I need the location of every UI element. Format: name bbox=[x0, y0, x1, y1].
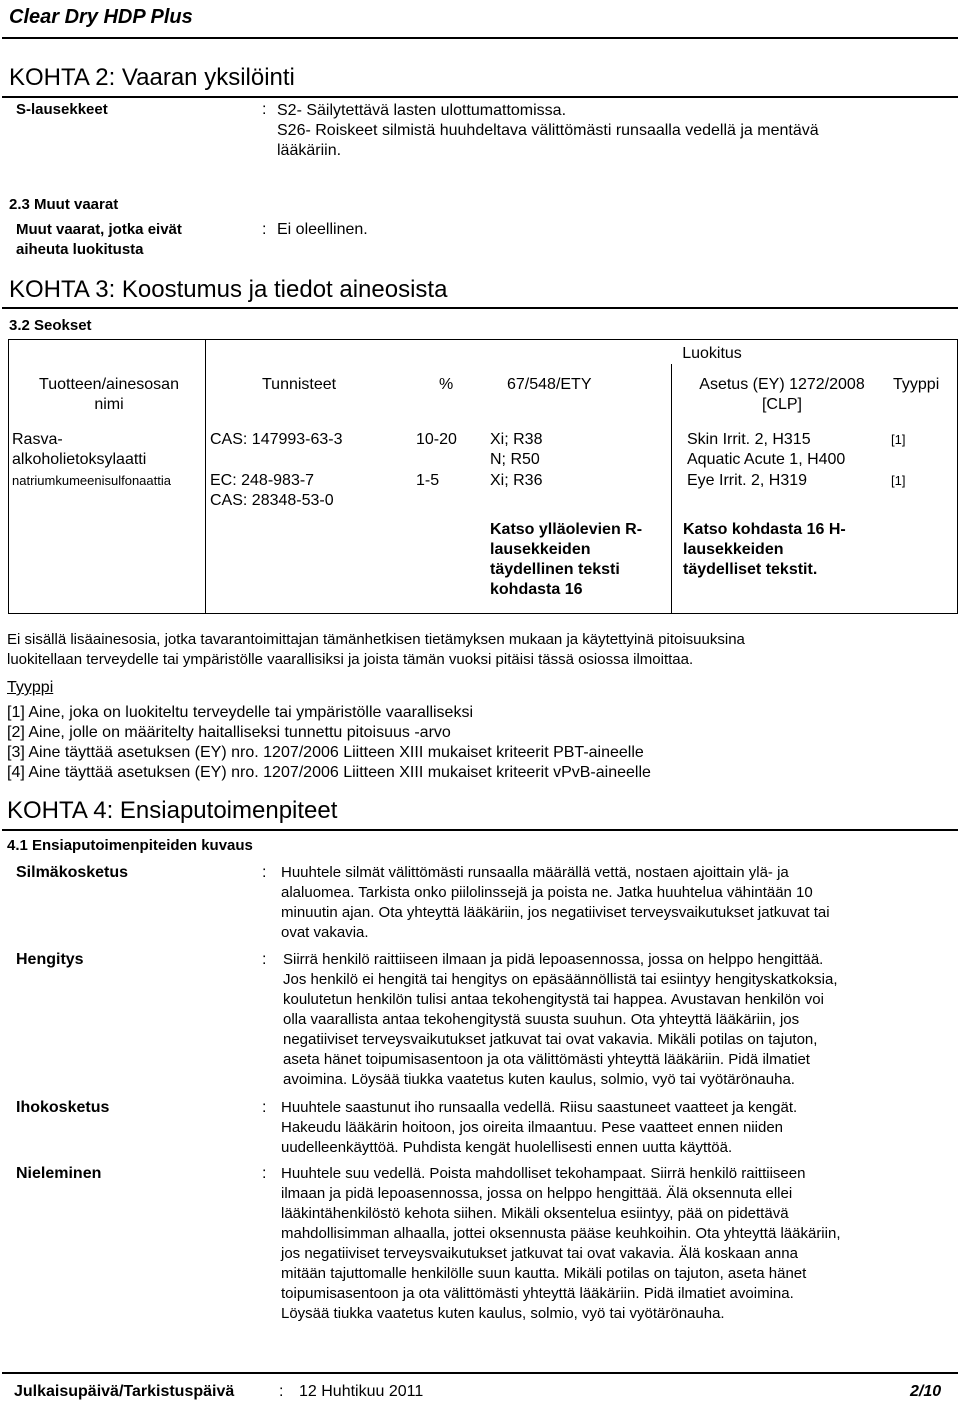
ingestion-colon: : bbox=[262, 1165, 267, 1182]
type-note: [3] Aine täyttää asetuksen (EY) nro. 1207/2006 Liitteen XIII mukaiset kriteerit PBT-aineelle bbox=[7, 744, 644, 761]
eye-contact-label: Silmäkosketus bbox=[16, 864, 129, 881]
col-header-name bbox=[14, 375, 204, 415]
row1-name-line: alkoholietoksylaatti bbox=[12, 451, 147, 468]
skin-contact-line: Huuhtele saastunut iho runsaalla vedellä. Riisu saastuneet vaatteet ja kengät. bbox=[281, 1099, 798, 1116]
ingestion-line: jos negatiiviset terveysvaikutukset jatkuvat tai ovat vakavia. Älä koskaan anna bbox=[281, 1245, 798, 1262]
col-header-regulation-line: [CLP] bbox=[761, 396, 802, 413]
s-phrase-line: lääkäriin. bbox=[277, 142, 342, 159]
type-heading: Tyyppi bbox=[7, 679, 54, 696]
col-header-identifiers: Tunnisteet bbox=[262, 376, 337, 393]
r-phrases-note bbox=[490, 520, 642, 600]
col-header-regulation-line: Asetus (EY) 1272/2008 bbox=[699, 376, 865, 393]
section-3-disclaimer bbox=[7, 630, 745, 670]
type-notes bbox=[7, 703, 651, 783]
col-header-name-line: Tuotteen/ainesosan bbox=[39, 376, 179, 393]
other-hazards-label-line: Muut vaarat, jotka eivät bbox=[16, 221, 182, 238]
row1-directive bbox=[490, 430, 542, 470]
row1-identifier: CAS: 147993-63-3 bbox=[210, 431, 343, 448]
inhalation-line: Siirrä henkilö raittiiseen ilmaan ja pidä lepoasennossa, jossa on helppo hengittää. bbox=[283, 951, 824, 968]
ingestion-line: Löysää tiukka vaatetus kuten kaulus, solmio, vyö tai vyötärönauha. bbox=[281, 1305, 725, 1322]
s-phrase-line: S2- Säilytettävä lasten ulottumattomissa. bbox=[277, 102, 567, 119]
s-phrases-colon: : bbox=[262, 101, 267, 118]
row2-percent: 1-5 bbox=[416, 472, 440, 489]
col-header-percent: % bbox=[439, 376, 454, 393]
row2-directive: Xi; R36 bbox=[490, 472, 543, 489]
row1-name bbox=[12, 430, 146, 470]
col-header-name-line: nimi bbox=[94, 396, 124, 413]
type-note: [4] Aine täyttää asetuksen (EY) nro. 1207/2006 Liitteen XIII mukaiset kriteerit vPvB-aineelle bbox=[7, 764, 651, 781]
row1-name-line: Rasva- bbox=[12, 431, 63, 448]
row2-regulation: Eye Irrit. 2, H319 bbox=[687, 472, 808, 489]
h-phrases-note-line: täydelliset tekstit. bbox=[683, 561, 818, 578]
footer-rule bbox=[2, 1372, 958, 1374]
eye-contact-text bbox=[281, 863, 830, 943]
r-phrases-note-line: lausekkeiden bbox=[490, 541, 591, 558]
row2-type: [1] bbox=[891, 473, 906, 488]
inhalation-colon: : bbox=[262, 951, 267, 968]
other-hazards-colon: : bbox=[262, 221, 267, 238]
eye-contact-colon: : bbox=[262, 864, 267, 881]
r-phrases-note-line: Katso ylläolevien R- bbox=[490, 521, 643, 538]
footer-date-label: Julkaisupäivä/Tarkistuspäivä bbox=[14, 1383, 235, 1400]
h-phrases-note-line: Katso kohdasta 16 H- bbox=[683, 521, 846, 538]
r-phrases-note-line: kohdasta 16 bbox=[490, 581, 583, 598]
skin-contact-line: Hakeudu lääkärin hoitoon, jos oireita ilmaantuu. Pese vaatteet ennen niiden bbox=[281, 1119, 784, 1136]
row2-name: natriumkumeenisulfonaattia bbox=[12, 473, 171, 488]
ingestion-line: ilmaan ja pidä lepoasennossa, jossa on helppo hengittää. Älä oksennuta ellei bbox=[281, 1185, 793, 1202]
other-hazards-value: Ei oleellinen. bbox=[277, 221, 368, 238]
section-4-title: KOHTA 4: Ensiaputoimenpiteet bbox=[7, 797, 338, 824]
disclaimer-line: Ei sisällä lisäainesosia, jotka tavarantoimittajan tämänhetkisen tietämyksen mukaan ja käytettyinä pitoisuuksina bbox=[7, 631, 745, 648]
skin-contact-line: uudelleenkäyttöä. Puhdista kengät huolellisesti ennen uutta käyttöä. bbox=[281, 1139, 733, 1156]
row1-directive-line: Xi; R38 bbox=[490, 431, 543, 448]
eye-contact-line: alaluomea. Tarkista onko piilolinssejä ja poista ne. Jatka huuhtelua vähintään 10 bbox=[281, 884, 813, 901]
footer-colon: : bbox=[279, 1383, 284, 1400]
section-3-title: KOHTA 3: Koostumus ja tiedot aineosista bbox=[9, 276, 448, 303]
subsection-3-2-title: 3.2 Seokset bbox=[9, 317, 92, 334]
eye-contact-line: Huuhtele silmät välittömästi runsaalla määrällä vettä, nostaen ajoittain ylä- ja bbox=[281, 864, 789, 881]
section-4-rule bbox=[2, 829, 958, 831]
ingestion-line: Huuhtele suu vedellä. Poista mahdolliset tekohampaat. Siirrä henkilö raittiiseen bbox=[281, 1165, 806, 1182]
col-header-regulation bbox=[682, 375, 882, 415]
inhalation-line: koulutetun henkilön tulisi antaa tekohengitystä tai happea. Avustavan henkilön voi bbox=[283, 991, 824, 1008]
ingestion-text bbox=[281, 1164, 840, 1324]
product-name: Clear Dry HDP Plus bbox=[9, 6, 193, 28]
subsection-4-1-title: 4.1 Ensiaputoimenpiteiden kuvaus bbox=[7, 837, 253, 854]
row1-regulation-line: Aquatic Acute 1, H400 bbox=[687, 451, 846, 468]
row2-identifier-line: EC: 248-983-7 bbox=[210, 472, 315, 489]
ingestion-line: toipumisasentoon ja ota välittömästi yhteyttä lääkäriin. Pidä ilmatiet avoimina. bbox=[281, 1285, 794, 1302]
other-hazards-label bbox=[16, 220, 182, 260]
skin-contact-label: Ihokosketus bbox=[16, 1099, 110, 1116]
skin-contact-colon: : bbox=[262, 1099, 267, 1116]
ingestion-line: lääkintähenkilöstö kehota siihen. Mikäli oksentelua esiintyy, pää on pidettävä bbox=[281, 1205, 789, 1222]
s-phrases-label: S-lausekkeet bbox=[16, 101, 108, 118]
skin-contact-text bbox=[281, 1098, 797, 1158]
subsection-2-3-title: 2.3 Muut vaarat bbox=[9, 196, 119, 213]
inhalation-line: avoimina. Löysää tiukka vaatetus kuten kaulus, solmio, vyö tai vyötärönauha. bbox=[283, 1071, 795, 1088]
ingestion-label: Nieleminen bbox=[16, 1165, 102, 1182]
type-note: [2] Aine, jolle on määritelty haitalliseksi tunnettu pitoisuus -arvo bbox=[7, 724, 451, 741]
table-divider bbox=[205, 339, 206, 614]
row1-type: [1] bbox=[891, 432, 906, 447]
s-phrase-line: S26- Roiskeet silmistä huuhdeltava välittömästi runsaalla vedellä ja mentävä bbox=[277, 122, 819, 139]
inhalation-line: olla vaarallista antaa tekohengitystä suusta suuhun. Ota yhteyttä lääkäriin, jos bbox=[283, 1011, 800, 1028]
footer-date: 12 Huhtikuu 2011 bbox=[299, 1383, 424, 1400]
section-3-rule bbox=[2, 307, 958, 309]
eye-contact-line: ovat vakavia. bbox=[281, 924, 369, 941]
col-header-directive: 67/548/ETY bbox=[507, 376, 592, 393]
section-2-rule bbox=[2, 96, 958, 98]
disclaimer-line: luokitellaan terveydelle tai ympäristölle vaarallisiksi ja joista tämän vuoksi pitäisi tässä osiossa ilmoittaa. bbox=[7, 651, 694, 668]
ingestion-line: mitään tajuttomalle henkilölle suun kautta. Mikäli potilas on tajuton, aseta hänet bbox=[281, 1265, 807, 1282]
s-phrases-value bbox=[277, 101, 819, 161]
row1-directive-line: N; R50 bbox=[490, 451, 540, 468]
inhalation-line: aseta hänet toipumisasentoon ja ota välittömästi yhteyttä lääkäriin. Pidä ilmatiet bbox=[283, 1051, 810, 1068]
inhalation-label: Hengitys bbox=[16, 951, 84, 968]
type-note: [1] Aine, joka on luokiteltu terveydelle tai ympäristölle vaaralliseksi bbox=[7, 704, 474, 721]
col-header-type: Tyyppi bbox=[893, 376, 940, 393]
header-rule bbox=[2, 37, 958, 39]
inhalation-line: negatiiviset terveysvaikutukset jatkuvat tai ovat vakavia. Mikäli potilas on tajuton, bbox=[283, 1031, 818, 1048]
h-phrases-note-line: lausekkeiden bbox=[683, 541, 784, 558]
row1-regulation bbox=[687, 430, 845, 470]
eye-contact-line: minuutin ajan. Ota yhteyttä lääkäriin, jos negatiiviset terveysvaikutukset jatkuvat tai bbox=[281, 904, 830, 921]
r-phrases-note-line: täydellinen teksti bbox=[490, 561, 620, 578]
row1-percent: 10-20 bbox=[416, 431, 457, 448]
row2-identifier-line: CAS: 28348-53-0 bbox=[210, 492, 334, 509]
inhalation-text bbox=[283, 950, 838, 1090]
h-phrases-note bbox=[683, 520, 846, 580]
row1-regulation-line: Skin Irrit. 2, H315 bbox=[687, 431, 811, 448]
section-2-title: KOHTA 2: Vaaran yksilöinti bbox=[9, 64, 295, 91]
classification-divider bbox=[671, 364, 672, 614]
other-hazards-label-line: aiheuta luokitusta bbox=[16, 241, 144, 258]
ingestion-line: mahdollisimman alhaalla, jottei oksennusta pääse keuhkoihin. Ota yhteyttä lääkäriin, bbox=[281, 1225, 841, 1242]
page-number: 2/10 bbox=[910, 1383, 942, 1400]
classification-heading: Luokitus bbox=[682, 345, 742, 362]
row2-identifier bbox=[210, 471, 334, 511]
inhalation-line: Jos henkilö ei hengitä tai hengitys on epäsäännöllistä tai esiintyy hengityskatkoksia, bbox=[283, 971, 838, 988]
